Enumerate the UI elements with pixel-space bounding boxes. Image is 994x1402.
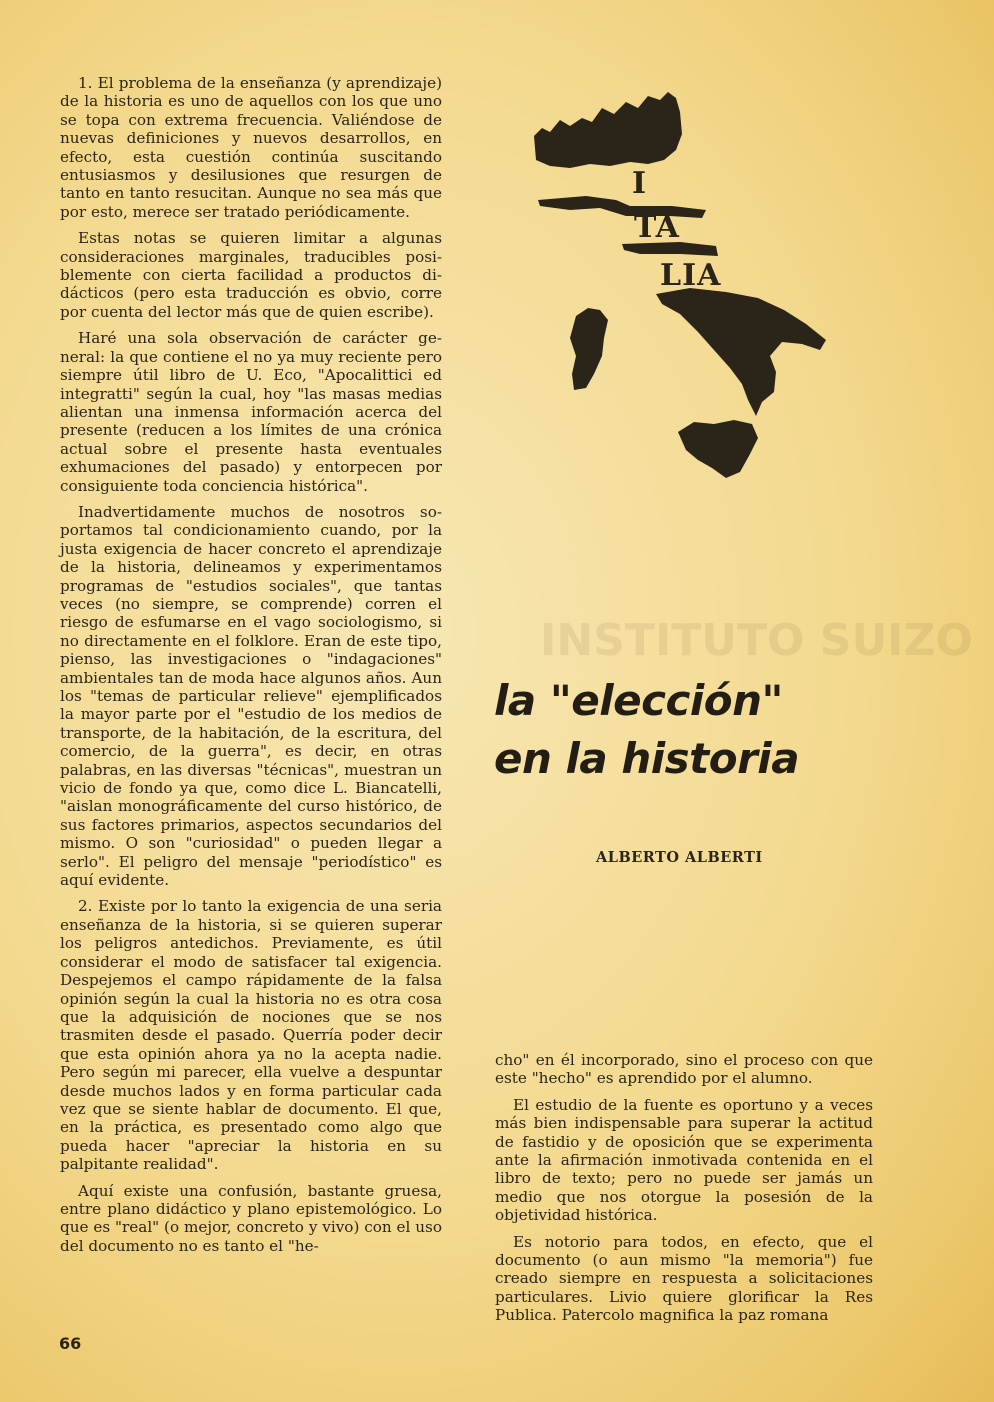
map-label-ta: TA [634,210,680,245]
article-title [494,672,874,788]
italy-map [530,88,830,488]
right-column [495,1051,873,1325]
paragraph: Aquí existe una confusión, bastante gruesa, entre plano didáctico y plano epistemológico. Lo que es "real" (o mejor, concreto y vivo) con el uso del documento no es tanto el "he- [60,1181,442,1255]
article-title-line-1: la "elección" [494,676,783,725]
map-peninsula [656,288,826,416]
author-name: ALBERTO ALBERTI [596,849,763,866]
paragraph: Haré una sola observación de carácter general: la que contiene el no ya muy reciente pero siempre útil libro de U. Eco, "Apocalittici ed integratti" según la cual, hoy "las masas medias alientan una inmensa información acerca del presente (reducen a los límites de una crónica actual sobre el presente hasta eventuales exhumaciones del pasado) y entorpecen por consiguiente toda conciencia histórica". [60,329,442,495]
paragraph: Inadvertidamente muchos de nosotros soportamos tal condicionamiento cuando, por la justa exigencia de hacer concreto el aprendizaje de la historia, delineamos y experimentamos programas de "estudios sociales", que tantas veces (no siempre, se comprende) corren el riesgo de esfumarse en el vago sociologismo, si no directamente en el folklore. Eran de este tipo, pienso, las investigaciones o "indagaciones" ambientales tan de moda hace algunos años. Aun los "temas de particular relieve" ejemplificados la mayor parte por el "estudio de los medios de transporte, de la habitación, de la escritura, del comercio, de la guerra", es decir, en otras palabras, en las diversas "técnicas", muestran un vicio de fondo ya que, como dice L. Biancatelli, "aislan monográficamente del curso histórico, de sus factores primarios, aspectos secundarios del mismo. O son "curiosidad" o pueden llegar a serlo". El peligro del mensaje "periodístico" es aquí evidente. [60,502,442,890]
paragraph: 1. El problema de la enseñanza (y aprendizaje) de la historia es uno de aquellos con los que uno se topa con extrema frecuencia. Valiéndose de nuevas definiciones y nuevos desarrollos, en efecto, esta cuestión continúa suscitando entusiasmos y desilusiones que resurgen de tanto en tanto resucitan. Aunque no sea más que por esto, merece ser tratado periódicamente. [60,74,442,221]
map-label-i: I [632,166,648,201]
paragraph: Estas notas se quieren limitar a algunas consideraciones marginales, traducibles posiblemente con cierta facilidad a productos didácticos (pero esta traducción es obvio, corre por cuenta del lector más que de quien escribe). [60,229,442,321]
left-column [60,74,442,1255]
page-number: 66 [59,1334,82,1353]
map-sardinia [570,308,608,390]
paragraph: Es notorio para todos, en efecto, que el documento (o aun mismo "la memoria") fue creado siempre en respuesta a solicitaciones particulares. Livio quiere glorificar la Res Publica. Patercolo magnifica la paz romana [495,1232,873,1325]
map-band-1 [538,196,706,218]
show-through-text: INSTITUTO SUIZO [540,615,973,666]
paragraph: cho" en él incorporado, sino el proceso con que este "hecho" es aprendido por el alumno. [495,1051,873,1088]
map-label-lia: LIA [660,258,722,293]
map-sicily [678,420,758,478]
map-north [534,92,682,168]
paragraph: 2. Existe por lo tanto la exigencia de una seria enseñanza de la historia, si se quieren superar los peligros antedichos. Previamente, es útil considerar el modo de satisfacer tal exigencia. Despejemos el campo rápidamente de la falsa opinión según la cual la historia no es otra cosa que la adquisición de nociones que se nos trasmiten desde el pasado. Querría poder decir que esta opinión ahora ya no la acepta nadie. Pero según mi parecer, ella vuelve a despuntar desde muchos lados y en forma particular cada vez que se siente hablar de documento. El que, en la práctica, es presentado como algo que pueda hacer "apreciar la historia en su palpitante realidad". [60,897,442,1174]
article-title-line-2: en la historia [494,734,800,783]
paragraph: El estudio de la fuente es oportuno y a veces más bien indispensable para superar la actitud de fastidio y de oposición que se experimenta ante la afirmación inmotivada contenida en el libro de texto; pero no puede ser jamás un medio que nos otorgue la posesión de la objetividad histórica. [495,1095,873,1225]
